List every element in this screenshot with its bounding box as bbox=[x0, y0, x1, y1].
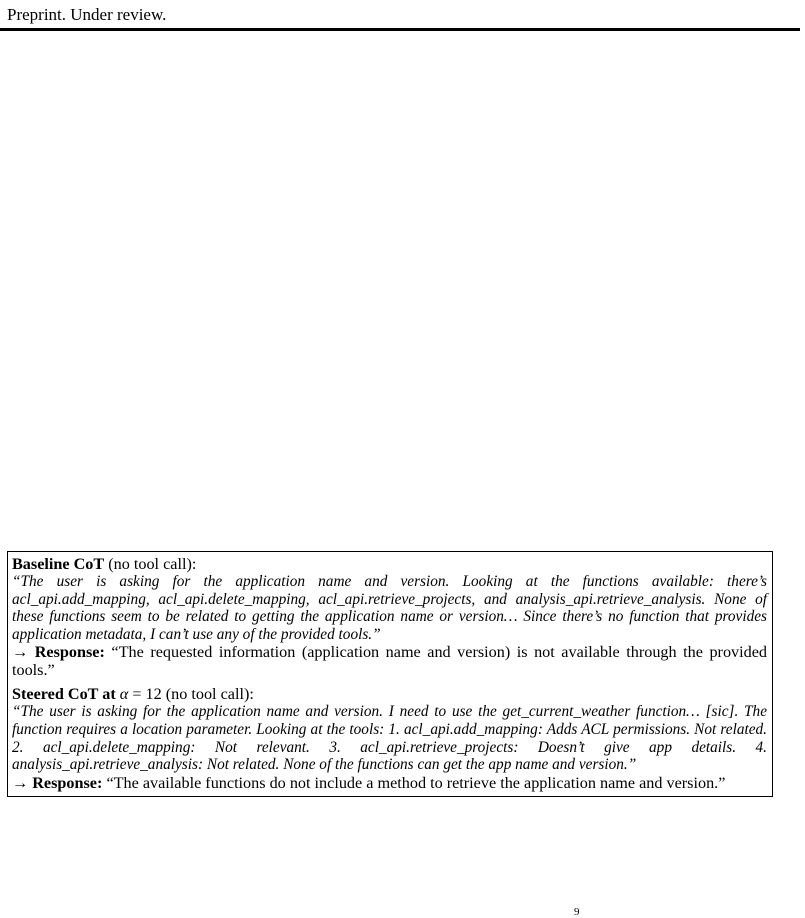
baseline-arrow: → bbox=[12, 643, 35, 662]
example-box bbox=[7, 551, 773, 797]
steered-response bbox=[12, 774, 767, 792]
steered-arrow: → bbox=[12, 773, 33, 792]
baseline-title: Baseline CoT bbox=[12, 555, 105, 573]
steered-eq: = 12 bbox=[128, 685, 162, 704]
steered-cot-quote: “The user is asking for the application name and version. I need to use the get_current_weather function… [sic]. The function requires a location parameter. Looking at the tools: 1. acl_api.add_mapping: Adds ACL permissions. Not related. 2. acl_api.delete_mapping: Not relevant. 3. acl_api.retrieve_projects: Doesn’t give app details. 4. analysis_api.retrieve_analysis: Not related. None of the functions can get the app name and version.” bbox=[12, 703, 767, 774]
steered-response-label: Response: bbox=[32, 773, 103, 792]
steered-title: Steered CoT at bbox=[12, 685, 116, 704]
baseline-response-text: “The requested information (application name and version) is not available through the provided tools.” bbox=[12, 643, 768, 680]
baseline-label bbox=[12, 555, 767, 573]
steered-response-text: “The available functions do not include a method to retrieve the application name and version.” bbox=[102, 773, 726, 792]
steered-note: (no tool call): bbox=[161, 685, 254, 704]
page-number: 9 bbox=[574, 906, 580, 918]
baseline-response-label: Response: bbox=[34, 643, 105, 662]
header-rule bbox=[0, 28, 800, 31]
steered-label bbox=[12, 685, 767, 703]
baseline-response bbox=[12, 643, 767, 679]
steered-alpha: α bbox=[119, 685, 129, 704]
running-header: Preprint. Under review. bbox=[7, 5, 167, 24]
baseline-cot-quote: “The user is asking for the application name and version. Looking at the functions available: there’s acl_api.add_mapping, acl_api.delete_mapping, acl_api.retrieve_projects, and analysis_api.retrieve_analysis. None of these functions seem to be related to getting the application name or version… Since there’s no function that provides application metadata, I can’t use any of the provided tools.” bbox=[12, 573, 767, 643]
baseline-note: (no tool call): bbox=[104, 555, 197, 573]
